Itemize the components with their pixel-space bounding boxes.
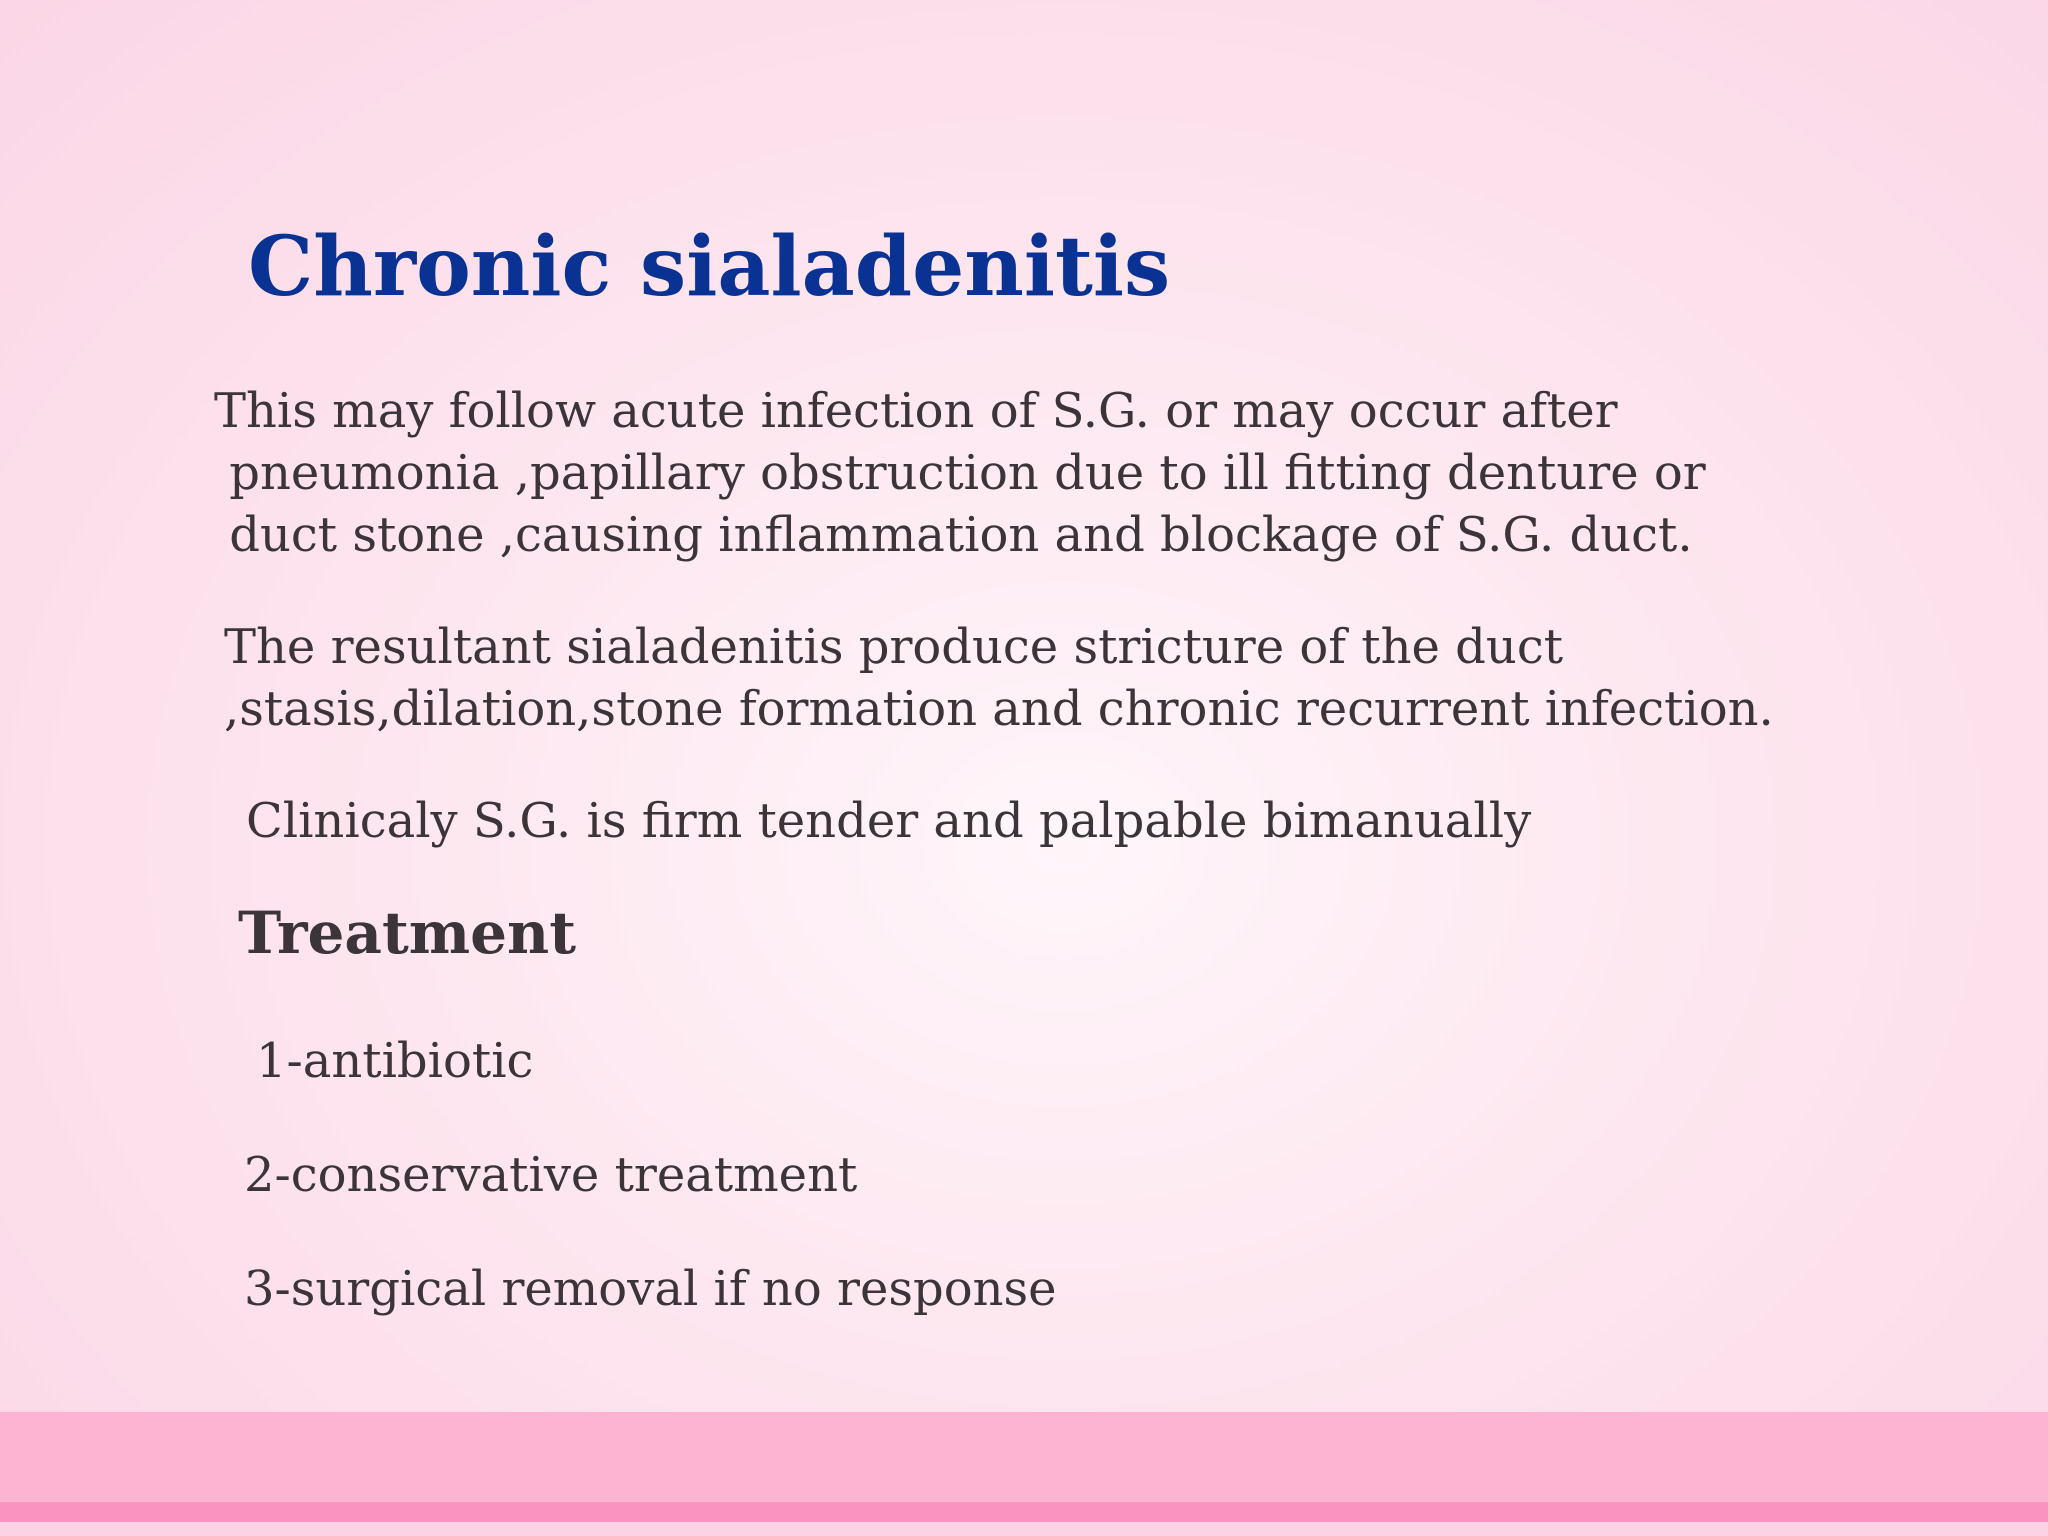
footer-stripe [0, 1502, 2048, 1522]
footer-edge [0, 1522, 2048, 1536]
treatment-item-conservative: 2-conservative treatment [244, 1147, 858, 1203]
paragraph-result: The resultant sialadenitis produce stricture of the duct ,stasis,dilation,stone formation and chronic recurrent infection. [224, 619, 1774, 737]
footer-band [0, 1412, 2048, 1502]
paragraph-cause: This may follow acute infection of S.G. or may occur after pneumonia ,papillary obstruction due to ill fitting denture or duct stone ,causing inflammation and blockage of S.G. duct. [214, 383, 1706, 563]
treatment-item-antibiotic: 1-antibiotic [256, 1033, 534, 1089]
slide-title: Chronic sialadenitis [248, 219, 1171, 315]
treatment-item-surgical: 3-surgical removal if no response [244, 1261, 1057, 1317]
treatment-heading: Treatment [238, 899, 577, 967]
paragraph-clinical: Clinicaly S.G. is firm tender and palpable bimanually [246, 793, 1532, 849]
